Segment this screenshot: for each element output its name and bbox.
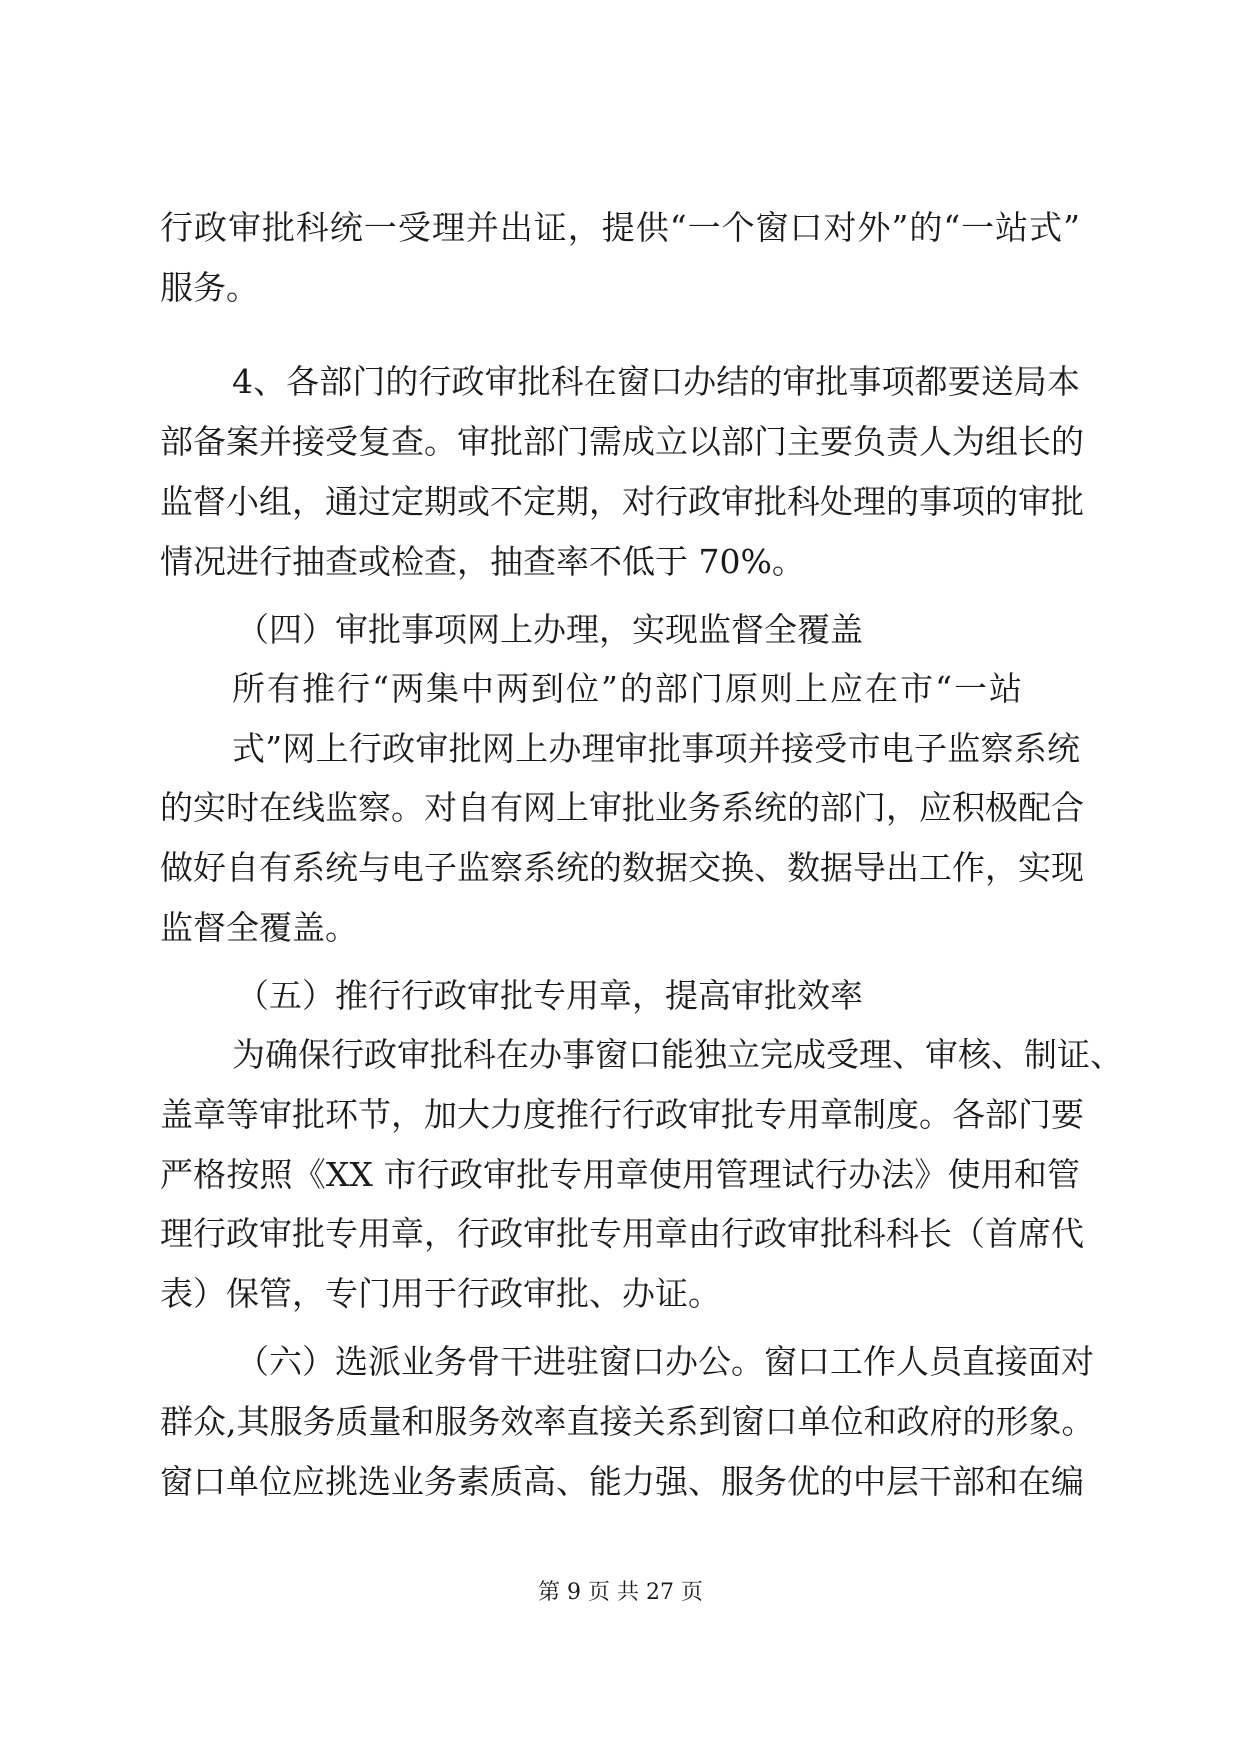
section-heading: （四）审批事项网上办理，实现监督全覆盖 — [236, 610, 863, 649]
body-text-line — [0, 664, 1241, 714]
body-text: 盖章等审批环节，加大力度推行行政审批专用章制度。各部门要 — [160, 1095, 1084, 1134]
body-text-line — [0, 1030, 1241, 1080]
body-text: 做好自有系统与电子监察系统的数据交换、数据导出工作，实现 — [160, 848, 1084, 887]
page-number-footer: 第 9 页 共 27 页 — [538, 1580, 703, 1605]
body-text: 为确保行政审批科在办事窗口能独立完成受理、审核、制证、 — [232, 1035, 1123, 1074]
body-text-line — [0, 783, 1241, 833]
body-text: 严格按照《XX 市行政审批专用章使用管理试行办法》使用和管 — [160, 1155, 1080, 1194]
body-text-line — [0, 903, 1241, 953]
body-text: 监督小组，通过定期或不定期，对行政审批科处理的事项的审批 — [160, 482, 1084, 521]
body-text-line — [0, 1090, 1241, 1140]
body-text-line — [0, 1457, 1241, 1507]
body-text: 表）保管，专门用于行政审批、办证。 — [160, 1274, 721, 1313]
body-text-line — [0, 1209, 1241, 1259]
body-text-line — [0, 1269, 1241, 1319]
body-text: 所有推行“两集中两到位”的部门原则上应在市“一站 — [232, 669, 1022, 708]
body-text-line — [0, 203, 1241, 253]
body-text: 窗口单位应挑选业务素质高、能力强、服务优的中层干部和在编 — [160, 1462, 1084, 1501]
body-text-line — [0, 477, 1241, 527]
body-text-line — [0, 417, 1241, 467]
body-text: 行政审批科统一受理并出证，提供“一个窗口对外”的“一站式” — [160, 208, 1080, 247]
body-text: （六）选派业务骨干进驻窗口办公。窗口工作人员直接面对 — [236, 1342, 1094, 1381]
body-text-line — [0, 724, 1241, 774]
section-heading: （五）推行行政审批专用章，提高审批效率 — [236, 976, 863, 1015]
body-text-line — [0, 843, 1241, 893]
body-text-line — [0, 357, 1241, 407]
body-text: 监督全覆盖。 — [160, 908, 358, 947]
body-text: 情况进行抽查或检查，抽查率不低于 70%。 — [160, 542, 805, 581]
body-text: 的实时在线监察。对自有网上审批业务系统的部门，应积极配合 — [160, 788, 1084, 827]
body-text: 部备案并接受复查。审批部门需成立以部门主要负责人为组长的 — [160, 422, 1084, 461]
body-text-line — [0, 1397, 1241, 1447]
section-heading-line — [0, 605, 1241, 655]
body-text: 4、各部门的行政审批科在窗口办结的审批事项都要送局本 — [232, 362, 1080, 401]
body-text-line — [0, 537, 1241, 587]
body-text-line — [0, 263, 1241, 313]
body-text-line — [0, 1337, 1241, 1387]
section-heading-line — [0, 971, 1241, 1021]
body-text: 理行政审批专用章，行政审批专用章由行政审批科科长（首席代 — [160, 1214, 1084, 1253]
body-text: 群众,其服务质量和服务效率直接关系到窗口单位和政府的形象。 — [160, 1402, 1095, 1441]
body-text-line — [0, 1150, 1241, 1200]
body-text: 式”网上行政审批网上办理审批事项并接受市电子监察系统 — [232, 729, 1080, 768]
body-text: 服务。 — [160, 268, 259, 307]
